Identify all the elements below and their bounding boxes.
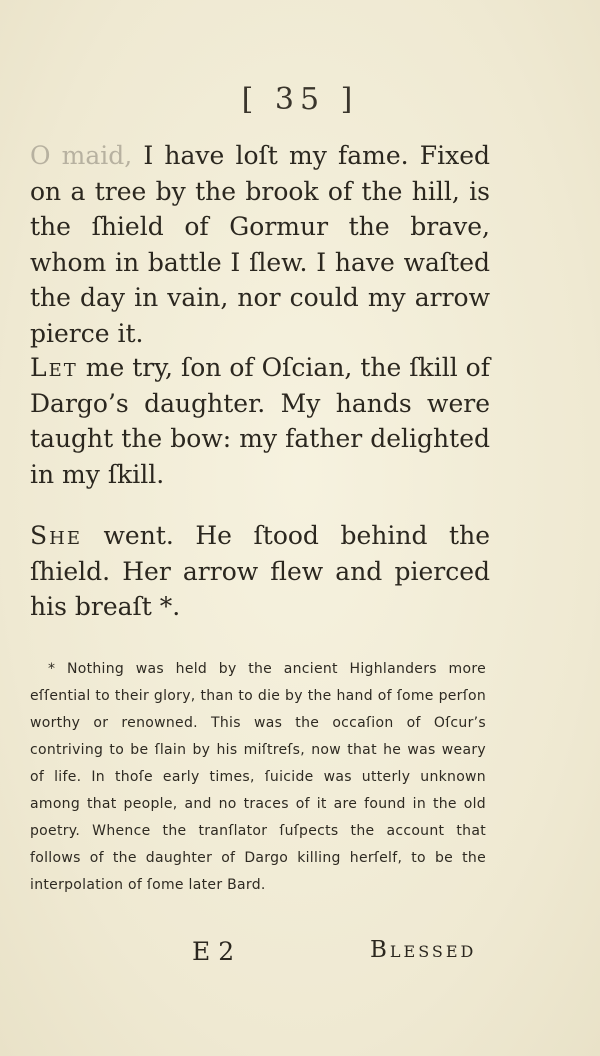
faded-opening-words: O maid, [30, 141, 133, 170]
signature-mark: E 2 [192, 937, 235, 966]
paragraph-1 [30, 138, 490, 351]
paragraph-text: went. He ſtood behind the ſhield. Her arrow flew and pierced his breaſt *. [30, 521, 490, 621]
footnote: * Nothing was held by the ancient Highlanders more eſſential to their glory, than to die by the hand of ſome perſon worthy or renowned. This was the occaſion of Oſcur’s contriving to be ſlain by his miſtreſs, now that he was weary of life. In thoſe early times, ſuicide was utterly unknown among that people, and no traces of it are found in the old poetry. Whence the tranſlator ſuſpects the account that follows of the daughter of Dargo killing herſelf, to be the interpolation of ſome later Bard. [30, 661, 486, 893]
catchword: Blessed [370, 937, 477, 963]
page-number: [ 35 ] [241, 82, 359, 117]
paragraph-text: I have loſt my fame. Fixed on a tree by the brook of the hill, is the ſhield of Gormur the brave, whom in battle I ſlew. I have waſted the day in vain, nor could my arrow pierce it. [30, 141, 490, 348]
paragraph-2 [30, 350, 490, 492]
paragraph-lead: She [30, 521, 82, 550]
paragraph-lead: Let [30, 353, 78, 382]
paragraph-3 [30, 518, 490, 625]
paragraph-text: me try, ſon of Oſcian, the ſkill of Dargo’s daughter. My hands were taught the bow: my father delighted in my ſkill. [30, 353, 490, 489]
